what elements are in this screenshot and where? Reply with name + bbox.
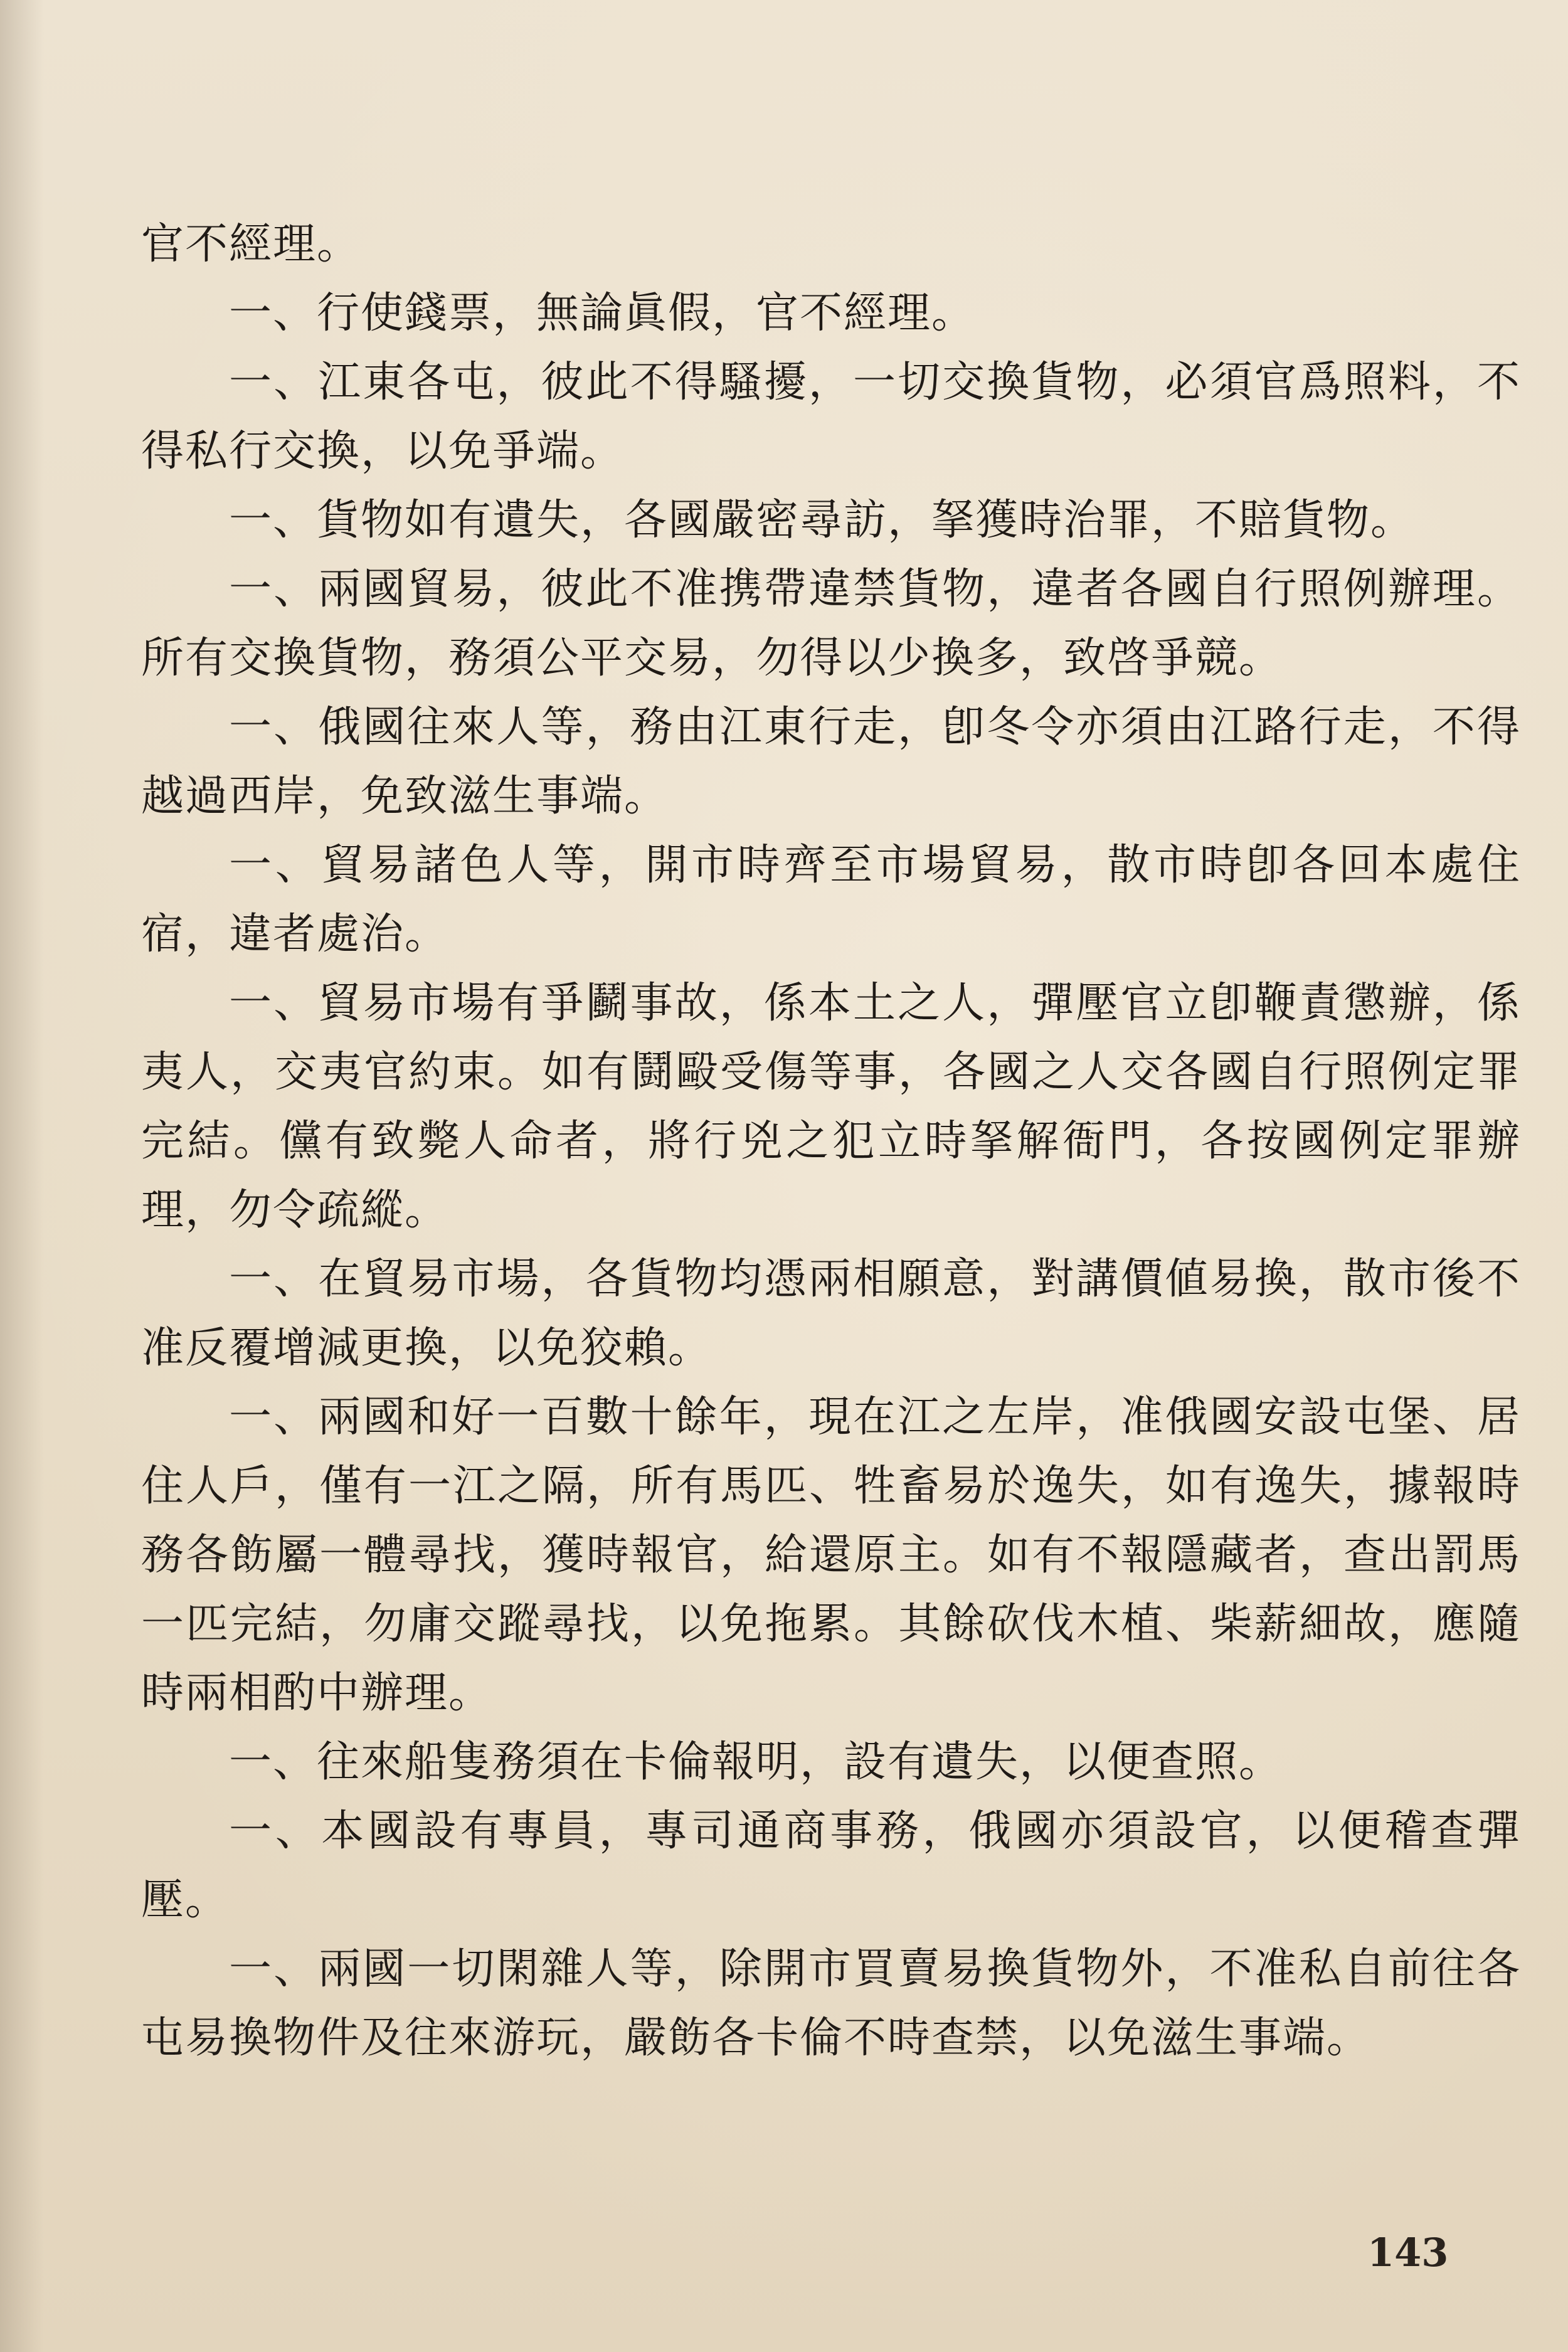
paragraph: 一、貿易諸色人等，開市時齊至市場貿易，散市時卽各回本處住宿，違者處治。 xyxy=(141,840,1521,959)
paragraph: 一、往來船隻務須在卡倫報明，設有遺失，以便查照。 xyxy=(229,1737,1283,1787)
paragraph: 一、貨物如有遺失，各國嚴密尋訪，拏獲時治罪，不賠貨物。 xyxy=(229,495,1415,545)
paragraph: 官不經理。 xyxy=(141,220,361,269)
paragraph: 一、兩國貿易，彼此不准携帶違禁貨物，違者各國自行照例辦理。所有交換貨物，務須公平交易，勿得以少換多，致啓爭競。 xyxy=(141,564,1521,683)
paragraph: 一、俄國往來人等，務由江東行走，卽冬令亦須由江路行走，不得越過西岸，免致滋生事端。 xyxy=(141,702,1521,821)
page-gutter-shadow xyxy=(0,0,44,2352)
paragraph: 一、貿易市場有爭鬬事故，係本土之人，彈壓官立卽鞭責懲辦，係夷人，交夷官約束。如有鬪毆受傷等事，各國之人交各國自行照例定罪完結。儻有致斃人命者，將行兇之犯立時拏解衙門，各按國例定罪辦理，勿令疏縱。 xyxy=(141,978,1521,1235)
paragraph: 一、本國設有專員，專司通商事務，俄國亦須設官，以便稽查彈壓。 xyxy=(141,1806,1521,1925)
body-text xyxy=(141,210,1521,2073)
paragraph: 一、行使錢票，無論眞假，官不經理。 xyxy=(229,289,976,338)
paragraph: 一、在貿易市場，各貨物均憑兩相願意，對講價値易換，散市後不准反覆增減更換，以免狡賴。 xyxy=(141,1254,1521,1373)
paragraph: 一、兩國一切閑雜人等，除開市買賣易換貨物外，不准私自前往各屯易換物件及往來游玩，嚴飭各卡倫不時查禁，以免滋生事端。 xyxy=(141,1944,1521,2063)
page-number: 143 xyxy=(1367,2230,1449,2275)
paragraph: 一、江東各屯，彼此不得騷擾，一切交換貨物，必須官爲照料，不得私行交換，以免爭端。 xyxy=(141,358,1521,476)
paragraph: 一、兩國和好一百數十餘年，現在江之左岸，准俄國安設屯堡、居住人戶，僅有一江之隔，所有馬匹、牲畜易於逸失，如有逸失，據報時務各飭屬一體尋找，獲時報官，給還原主。如有不報隱藏者，查出罰馬一匹完結，勿庸交蹤尋找，以免拖累。其餘砍伐木植、柴薪細故，應隨時兩相酌中辦理。 xyxy=(141,1392,1521,1718)
